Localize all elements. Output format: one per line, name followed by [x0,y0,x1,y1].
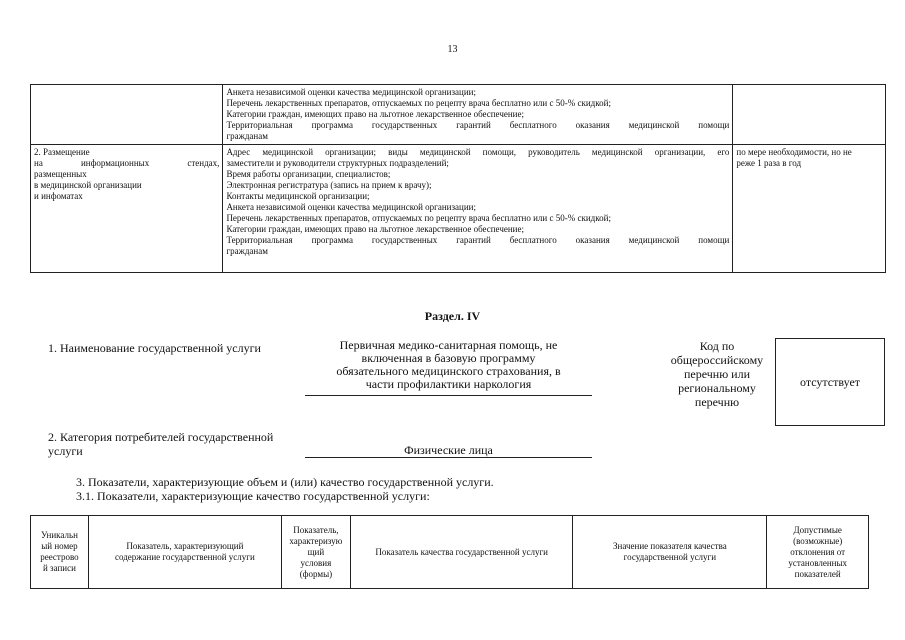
table-cell-method [31,145,223,273]
service-name-underline [305,395,592,396]
header-line: Значение показателя качества [613,541,727,551]
header-line: Показатель, [293,524,339,535]
header-line: государственной услуги [623,552,717,562]
table-cell-method [31,85,223,145]
service-name-label: 1. Наименование государственной услуги [48,341,261,355]
header-line: содержание государственной услуги [114,552,255,562]
cell-line: реже 1 раза в год [736,158,802,168]
header-line: Допустимые [793,524,842,535]
list-item: Анкета независимой оценки качества медицинской организации; [226,202,476,212]
list-item: Территориальная программа государственных гарантий бесплатного оказания медицинской помощи [226,235,730,245]
header-allowed-deviations [767,516,869,589]
table-cell-frequency [733,85,886,145]
header-line: (возможные) [793,535,843,546]
list-item: Перечень лекарственных препаратов, отпускаемых по рецепту врача бесплатно или с 50-% скидкой; [226,213,611,223]
header-line: установленных [788,557,848,568]
list-item: Категории граждан, имеющих право на льготное лекарственное обеспечение; [226,109,524,119]
service-name-value [305,339,592,391]
cell-line: 2. Размещение [34,147,90,157]
cell-line: размещенных [34,169,87,179]
table-cell-content [223,145,733,273]
table-cell-content [223,85,733,145]
list-item: Адрес медицинской организации; виды медицинской помощи, руководитель медицинской организации, его [226,147,730,157]
list-item: Электронная регистратура (запись на прием к врачу); [226,180,432,190]
table-row [31,85,886,145]
code-label [655,339,779,409]
cell-line: по мере необходимости, но не [736,147,852,157]
label-line: общероссийскому [670,353,764,367]
table-header-row [31,516,869,589]
label-line: региональному [678,381,756,395]
consumer-category-underline [305,457,592,458]
cell-line: на информационных стендах, [34,158,220,168]
list-item: Контакты медицинской организации; [226,191,370,201]
header-line: показателей [794,568,841,579]
header-line: (формы) [299,568,333,579]
list-item: Перечень лекарственных препаратов, отпускаемых по рецепту врача бесплатно или с 50-% скидкой; [226,98,611,108]
page-number: 13 [447,44,458,55]
cell-line: в медицинской организации [34,180,142,190]
list-item: Категории граждан, имеющих право на льготное лекарственное обеспечение; [226,224,524,234]
header-line: условия [300,557,332,568]
header-line: отклонения от [790,546,846,557]
header-line: характеризую [289,535,343,546]
label-line: Код по [699,339,735,353]
header-conditions-indicator [281,516,350,589]
label-line: перечню или [683,367,751,381]
header-line: й записи [42,563,76,573]
label-line: услуги [48,444,83,458]
header-line: щий [307,546,325,557]
code-box [775,338,885,426]
section-title: Раздел. IV [424,309,481,323]
value-line: обязательного медицинского страхования, в [336,364,561,378]
value-line: Первичная медико-санитарная помощь, не [339,338,558,352]
header-line: реестрово [40,552,79,562]
list-item: Время работы организации, специалистов; [226,169,391,179]
code-value: отсутствует [799,374,861,389]
list-item: заместители и руководители структурных подразделений; [226,158,449,168]
header-line: Уникальн [40,530,78,540]
indicators-heading: 3. Показатели, характеризующие объем и (или) качество государственной услуги. [76,475,494,489]
header-content-indicator [88,516,281,589]
header-line: ый номер [41,541,78,551]
value-line: включенная в базовую программу [361,351,536,365]
header-quality-value [573,516,767,589]
header-line: Показатель, характеризующий [126,541,244,551]
quality-indicators-heading: 3.1. Показатели, характеризующие качество государственной услуги: [76,489,430,503]
label-line: 2. Категория потребителей государственной [48,430,274,444]
list-item: Территориальная программа государственных гарантий бесплатного оказания медицинской помощи [226,120,730,130]
info-table [30,84,886,273]
table-cell-frequency [733,145,886,273]
quality-indicators-table [30,515,869,589]
header-registry-number [31,516,89,589]
cell-line: и инфоматах [34,191,83,201]
consumer-category-label [48,430,308,458]
label-line: перечню [694,395,740,409]
list-item: гражданам [226,131,268,141]
list-item: Анкета независимой оценки качества медицинской организации; [226,87,476,97]
consumer-category-value: Физические лица [404,443,493,457]
list-item: гражданам [226,246,268,256]
value-line: части профилактики наркология [365,377,532,391]
table-row [31,145,886,273]
header-line: Показатель качества государственной услуги [375,546,548,557]
header-quality-indicator [350,516,572,589]
